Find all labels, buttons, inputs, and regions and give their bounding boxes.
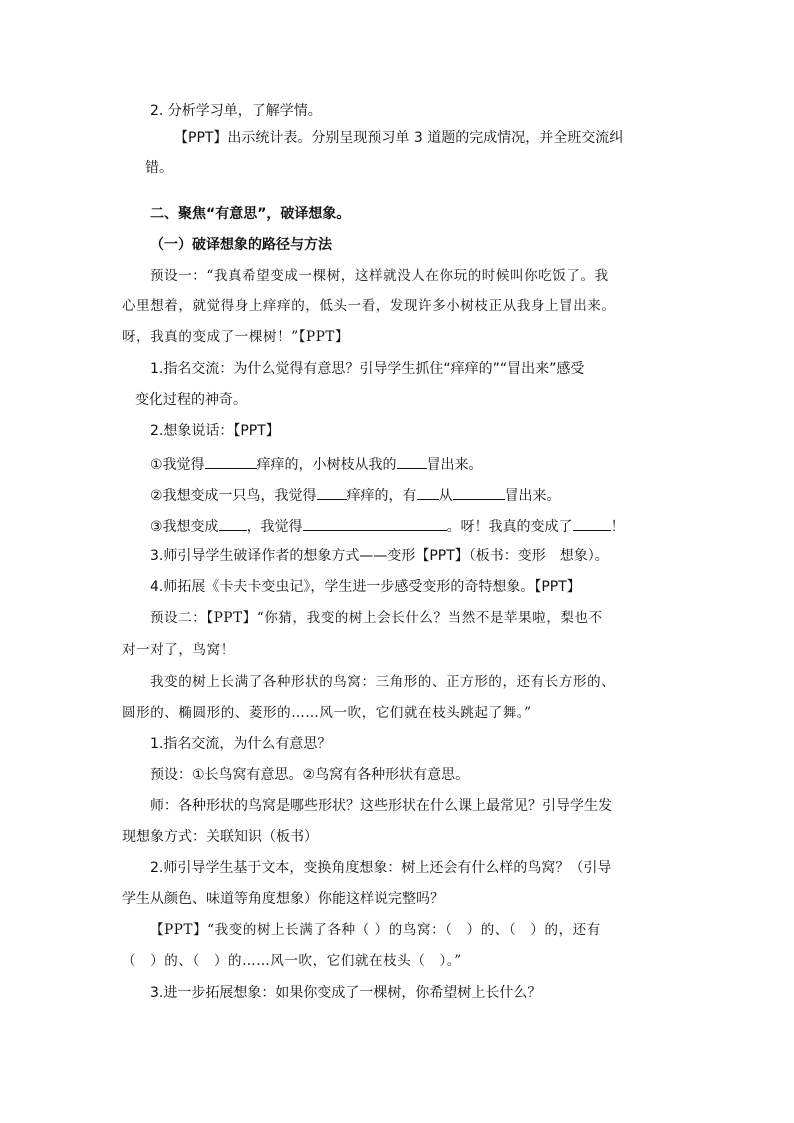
teacher-question-line1: 师：各种形状的鸟窝是哪些形状？这些形状在什么课上最常见？引导学生发: [150, 798, 612, 814]
item-2-heading: 2.想象说话：【PPT】: [150, 423, 280, 439]
fill-blank[interactable]: [453, 484, 505, 500]
fill-text: 冒出来。: [426, 457, 483, 473]
preset-2-item-3: 3.进一步拓展想象：如果你变成了一棵树，你希望树上长什么？: [150, 985, 542, 1001]
ppt-template-line1: 【PPT】“我变的树上长满了各种（ ）的鸟窝：（ ）的、（ ）的，还有: [150, 922, 601, 938]
fill-blank[interactable]: [205, 453, 257, 469]
fill-text: ！: [610, 519, 625, 535]
item-1-line2: 变化过程的神奇。: [135, 392, 247, 408]
item-4-kafka: 4.师拓展《卡夫卡变虫记》，学生进一步感受变形的奇特想象。【PPT】: [150, 579, 581, 595]
item-3-deform: 3.师引导学生破译作者的想象方式——变形【PPT】（板书：变形 想象）。: [150, 548, 609, 564]
fill-text: 痒痒的，有: [346, 488, 417, 504]
preset-1-line3: 呀，我真的变成了一棵树！”【PPT】: [122, 329, 350, 345]
fill-sentence-2: [150, 484, 561, 506]
fill-text: 冒出来。: [504, 488, 561, 504]
preset-2-line4: 圆形的、椭圆形的、菱形的……风一吹，它们就在枝头跳起了舞。”: [122, 705, 532, 721]
fill-blank[interactable]: [397, 453, 427, 469]
fill-blank[interactable]: [303, 515, 447, 531]
ppt-stat-paragraph-line2: 错。: [145, 160, 173, 176]
section-2-heading: 二、聚焦“有意思”，破译想象。: [150, 206, 351, 222]
fill-blank[interactable]: [417, 484, 439, 500]
fill-sentence-1: [150, 453, 483, 475]
fill-blank[interactable]: [219, 515, 247, 531]
preset-2-line2: 对一对了，鸟窝！: [122, 642, 235, 658]
fill-text: ①我觉得: [150, 457, 205, 473]
step-2-heading: 2. 分析学习单，了解学情。: [150, 103, 322, 119]
fill-sentence-3: [150, 515, 625, 537]
ppt-stat-paragraph-line1: 【PPT】出示统计表。分别呈现预习单 3 道题的完成情况，并全班交流纠: [174, 130, 624, 146]
preset-1-line2: 心里想着，就觉得身上痒痒的，低头一看，发现许多小树枝正从我身上冒出来。: [122, 298, 616, 314]
fill-text: ②我想变成一只鸟，我觉得: [150, 488, 317, 504]
preset-1-line1: 预设一：“我真希望变成一棵树，这样就没人在你玩的时候叫你吃饭了。我: [150, 268, 609, 284]
preset-2-line1: 预设二：【PPT】“你猜，我变的树上会长什么？当然不是苹果啦，梨也不: [150, 610, 603, 626]
fill-text: ③我想变成: [150, 519, 219, 535]
preset-2-line3: 我变的树上长满了各种形状的鸟窝：三角形的、正方形的，还有长方形的、: [150, 674, 616, 690]
fill-blank[interactable]: [317, 484, 347, 500]
preset-answer: 预设：①长鸟窝有意思。②鸟窝有各种形状有意思。: [150, 767, 470, 783]
item-1-line1: 1.指名交流：为什么觉得有意思？引导学生抓住“痒痒的”“冒出来”感受: [150, 361, 585, 377]
subsection-1-heading: （一）破译想象的路径与方法: [150, 237, 332, 253]
fill-text: 从: [438, 488, 453, 504]
fill-text: 。呀！我真的变成了: [446, 519, 573, 535]
fill-text: ，我觉得: [246, 519, 303, 535]
ppt-template-line2: （ ）的、（ ）的……风一吹，它们就在枝头（ ）。”: [122, 953, 462, 969]
preset-2-item-1: 1.指名交流，为什么有意思？: [150, 736, 332, 752]
preset-2-item-2-line2: 学生从颜色、味道等角度想象）你能这样说完整吗？: [122, 891, 444, 907]
teacher-question-line2: 现想象方式：关联知识（板书）: [122, 829, 318, 845]
fill-blank[interactable]: [573, 515, 611, 531]
fill-text: 痒痒的，小树枝从我的: [256, 457, 397, 473]
preset-2-item-2-line1: 2.师引导学生基于文本，变换角度想象：树上还会有什么样的鸟窝？（引导: [150, 860, 612, 876]
